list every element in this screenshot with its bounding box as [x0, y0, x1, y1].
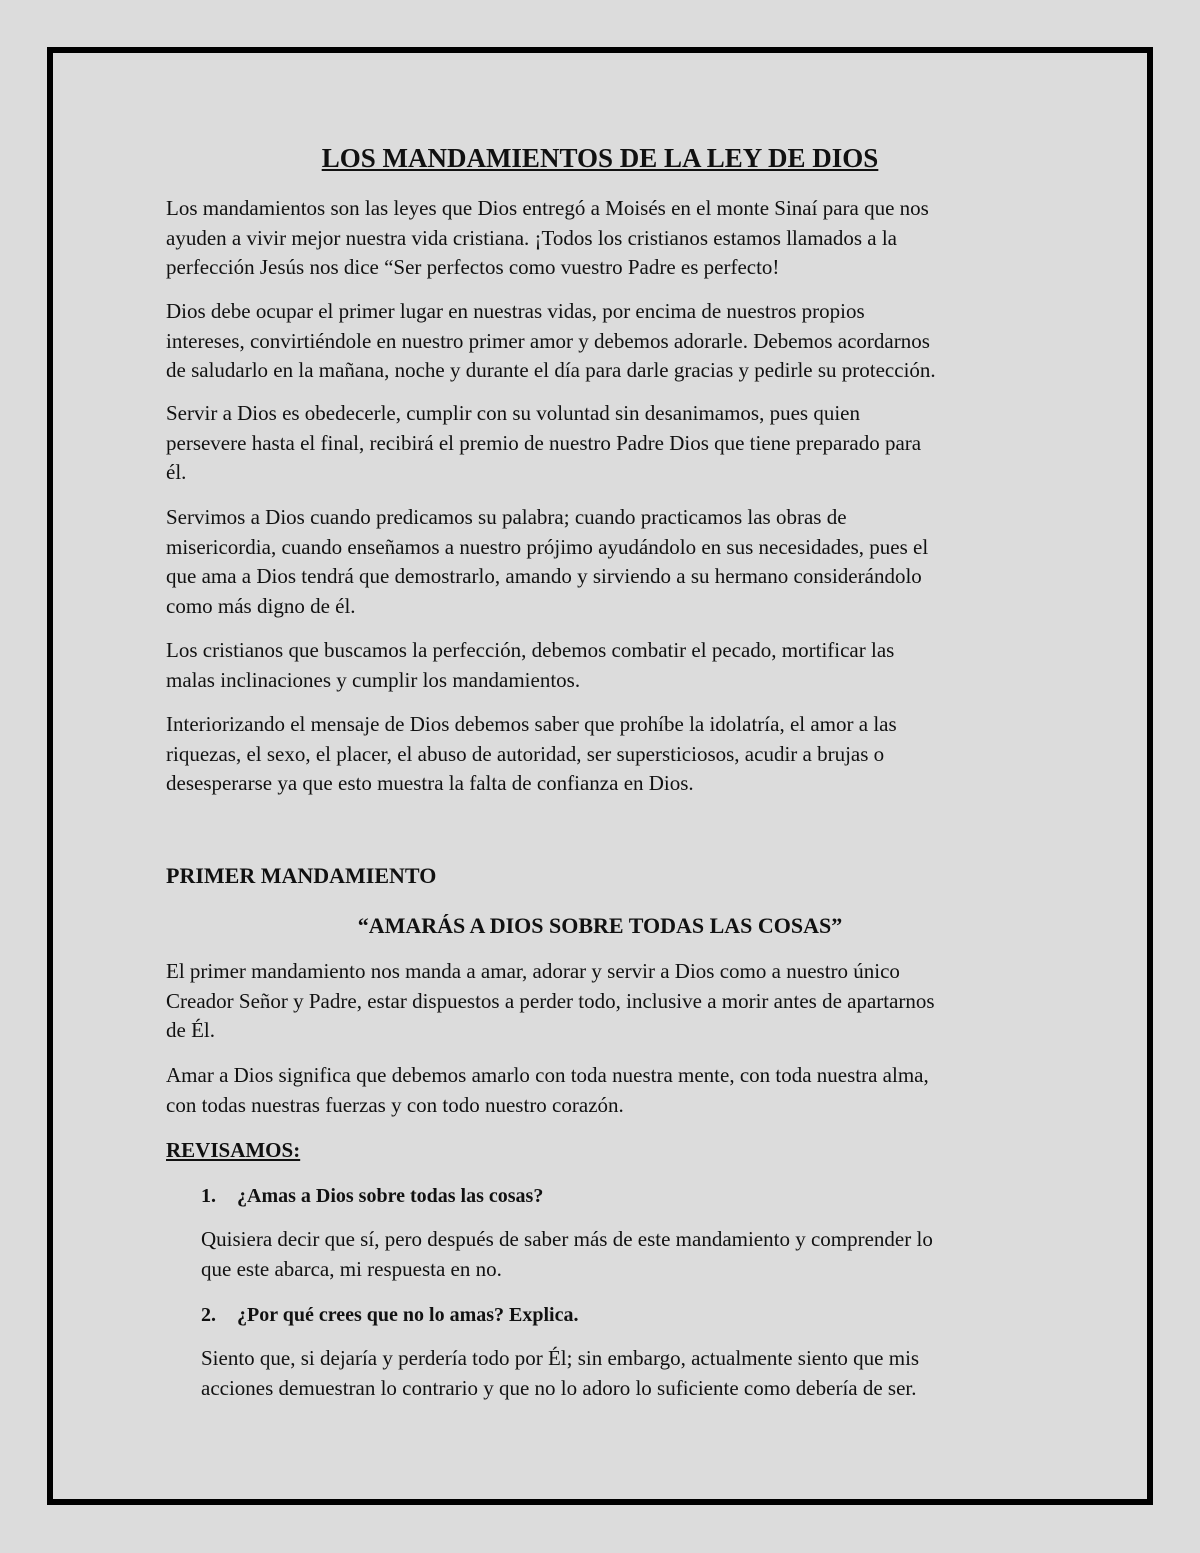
text-line: Quisiera decir que sí, pero después de saber más de este mandamiento y comprender lo	[201, 1227, 933, 1251]
text-line: intereses, convirtiéndole en nuestro primer amor y debemos adorarle. Debemos acordarnos	[166, 328, 930, 353]
text-line: de Él.	[166, 1018, 215, 1042]
paragraph	[166, 957, 935, 1046]
text-line: Servir a Dios es obedecerle, cumplir con su voluntad sin desanimamos, pues quien	[166, 401, 861, 425]
text-line: riquezas, el sexo, el placer, el abuso de autoridad, ser supersticiosos, acudir a brujas o	[166, 741, 885, 766]
text-line: Dios debe ocupar el primer lugar en nuestras vidas, por encima de nuestros propios	[166, 299, 865, 323]
text-line: con todas nuestras fuerzas y con todo nuestro corazón.	[166, 1092, 624, 1117]
text-line: Los mandamientos son las leyes que Dios entregó a Moisés en el monte Sinaí para que nos	[166, 196, 929, 220]
answer-paragraph	[201, 1344, 919, 1403]
answer-paragraph	[201, 1225, 933, 1284]
paragraph	[166, 710, 897, 799]
text-line: Interiorizando el mensaje de Dios debemos saber que prohíbe la idolatría, el amor a las	[166, 712, 897, 736]
text-line: Los cristianos que buscamos la perfección, debemos combatir el pecado, mortificar las	[166, 638, 895, 662]
text-line: Amar a Dios significa que debemos amarlo con toda nuestra mente, con toda nuestra alma,	[166, 1063, 929, 1087]
text-line: que ama a Dios tendrá que demostrarlo, amando y sirviendo a su hermano considerándolo	[166, 564, 922, 588]
text-line: como más digno de él.	[166, 593, 356, 618]
text-line: desesperarse ya que esto muestra la falta de confianza en Dios.	[166, 771, 694, 795]
text-line: acciones demuestran lo contrario y que no lo adoro lo suficiente como debería de ser.	[201, 1375, 917, 1400]
text-line: misericordia, cuando enseñamos a nuestro prójimo ayudándolo en sus necesidades, pues el	[166, 534, 929, 559]
review-heading: REVISAMOS:	[166, 1138, 301, 1162]
paragraph	[166, 503, 928, 621]
document-title: LOS MANDAMIENTOS DE LA LEY DE DIOS	[321, 143, 879, 173]
text-line: ayuden a vivir mejor nuestra vida cristiana. ¡Todos los cristianos estamos llamados a la	[166, 225, 898, 250]
text-line: él.	[166, 460, 187, 484]
text-line: Creador Señor y Padre, estar dispuestos a perder todo, inclusive a morir antes de apartarnos	[166, 988, 935, 1013]
question-2: 2. ¿Por qué crees que no lo amas? Explica.	[201, 1304, 579, 1326]
paragraph	[166, 1061, 929, 1120]
text-line: El primer mandamiento nos manda a amar, adorar y servir a Dios como a nuestro único	[166, 959, 900, 983]
paragraph	[166, 399, 921, 488]
text-line: de saludarlo en la mañana, noche y durante el día para darle gracias y pedirle su protección.	[166, 358, 936, 382]
text-line: que este abarca, mi respuesta en no.	[201, 1256, 502, 1281]
paragraph	[166, 194, 929, 283]
text-line: perfección Jesús nos dice “Ser perfectos como vuestro Padre es perfecto!	[166, 255, 780, 279]
paragraph	[166, 636, 894, 695]
section-heading: PRIMER MANDAMIENTO	[166, 863, 437, 888]
text-line: malas inclinaciones y cumplir los mandamientos.	[166, 667, 581, 692]
text-line: Servimos a Dios cuando predicamos su palabra; cuando practicamos las obras de	[166, 505, 847, 529]
section-subtitle: “AMARÁS A DIOS SOBRE TODAS LAS COSAS”	[357, 913, 843, 938]
text-line: Siento que, si dejaría y perdería todo por Él; sin embargo, actualmente siento que mis	[201, 1346, 920, 1370]
paragraph	[166, 297, 936, 386]
question-1: 1. ¿Amas a Dios sobre todas las cosas?	[201, 1185, 544, 1207]
text-line: persevere hasta el final, recibirá el premio de nuestro Padre Dios que tiene preparado para	[166, 430, 922, 455]
